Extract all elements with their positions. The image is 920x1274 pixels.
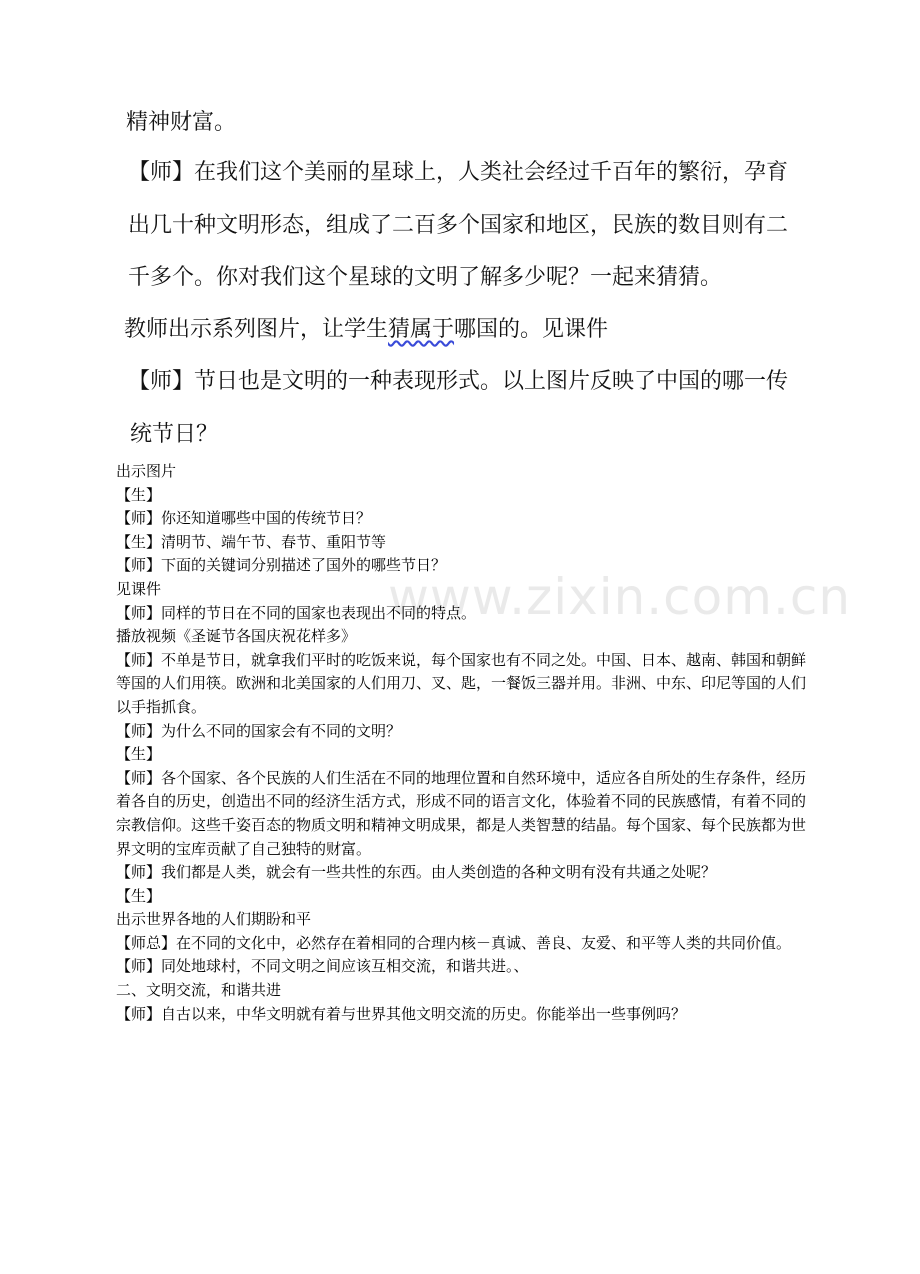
paragraph: 播放视频《圣诞节各国庆祝花样多》 — [116, 627, 357, 646]
paragraph: 出示世界各地的人们期盼和平 — [116, 910, 312, 929]
paragraph: 【师】下面的关键词分别描述了国外的哪些节日？ — [116, 556, 447, 575]
large-text-line-3: 出几十种文明形态，组成了二百多个国家和地区，民族的数目则有二 — [128, 213, 789, 238]
body-text — [116, 460, 806, 1026]
large-text-line-2: 【师】在我们这个美丽的星球上，人类社会经过千百年的繁衍，孕育 — [128, 160, 789, 185]
paragraph: 【生】 — [116, 745, 162, 764]
paragraph: 【师】同样的节日在不同的国家也表现出不同的特点。 — [116, 603, 477, 622]
large-text-line-5-start: 教师出示系列图片，让学生 — [124, 317, 389, 342]
paragraph: 【师】我们都是人类，就会有一些共性的东西。由人类创造的各种文明有没有共通之处呢？ — [116, 863, 717, 882]
paragraph: 【师总】在不同的文化中，必然存在着相同的合理内核－真诚、善良、友爱、和平等人类的共同价值。 — [116, 933, 792, 952]
watermark: www.zixin.com.cn — [388, 568, 852, 626]
large-text-line-1: 精神财富。 — [126, 110, 237, 135]
paragraph: 【师】为什么不同的国家会有不同的文明？ — [116, 721, 402, 740]
paragraph: 见课件 — [116, 579, 162, 598]
large-text-line-6: 【师】节日也是文明的一种表现形式。以上图片反映了中国的哪一传 — [128, 369, 789, 394]
spellcheck-underlined-text: 猜属于 — [388, 317, 455, 342]
section-heading: 二、文明交流，和谐共进 — [116, 981, 282, 1000]
large-text-line-4: 千多个。你对我们这个星球的文明了解多少呢？一起来猜猜。 — [128, 265, 723, 290]
large-text-line-7: 统节日？ — [130, 422, 219, 447]
paragraph: 【生】 — [116, 485, 162, 504]
large-text-line-5-end: 哪国的。见课件 — [454, 317, 609, 342]
paragraph: 【师】自古以来，中华文明就有着与世界其他文明交流的历史。你能举出一些事例吗？ — [116, 1004, 687, 1023]
paragraph: 【师】同处地球村，不同文明之间应该互相交流，和谐共进。、 — [116, 957, 529, 976]
large-text-line-5 — [124, 317, 824, 343]
paragraph: 【生】清明节、端午节、春节、重阳节等 — [116, 532, 387, 551]
paragraph: 【师】各个国家、各个民族的人们生活在不同的地理位置和自然环境中，适应各自所处的生存条件，经历着各自的历史，创造出不同的经济生活方式，形成不同的语言文化，体验着不同的民族感情，有着不同的宗教信仰。这些千姿百态的物质文明和精神文明成果，都是人类智慧的结晶。每个国家、每个民族都为世界文明的宝库贡献了自己独特的财富。 — [116, 768, 807, 858]
paragraph: 【师】不单是节日，就拿我们平时的吃饭来说，每个国家也有不同之处。中国、日本、越南、韩国和朝鲜等国的人们用筷。欧洲和北美国家的人们用刀、叉、匙，一餐饭三器并用。非洲、中东、印尼等国的人们以手指抓食。 — [116, 650, 807, 716]
paragraph: 出示图片 — [116, 462, 177, 480]
paragraph: 【师】你还知道哪些中国的传统节日？ — [116, 509, 372, 528]
paragraph: 【生】 — [116, 886, 162, 905]
